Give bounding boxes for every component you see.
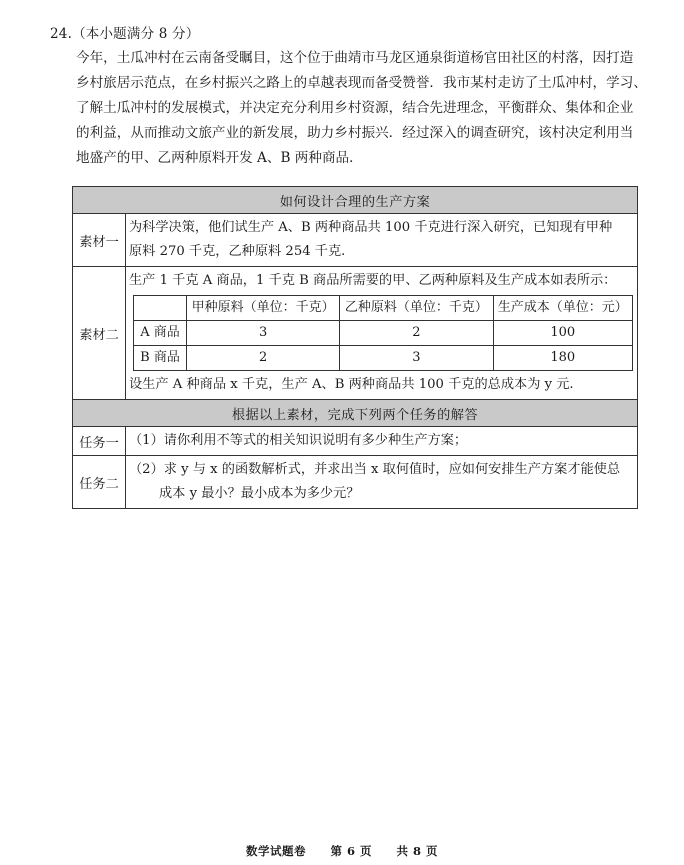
task-two-content xyxy=(126,456,638,509)
raw-material-cost-table xyxy=(133,295,633,371)
question-intro xyxy=(74,46,646,171)
table-banner-title: 如何设计合理的生产方案 xyxy=(73,187,638,214)
material-two-line: 生产 1 千克 A 商品，1 千克 B 商品所需要的甲、乙两种原料及生产成本如表所示： xyxy=(129,273,617,288)
task-one-content xyxy=(126,427,638,456)
inner-header-cell xyxy=(134,296,187,321)
material-one-content xyxy=(126,214,638,267)
intro-line: 乡村旅居示范点，在乡村振兴之路上的卓越表现而备受赞誉．我市某村走访了土瓜冲村，学习、 xyxy=(76,75,647,91)
task-two-label: 任务二 xyxy=(73,456,126,509)
inner-cell: B 商品 xyxy=(134,346,187,371)
inner-cell: 180 xyxy=(493,346,632,371)
footer-page-number: 第 6 页 xyxy=(330,844,372,858)
task-two-line: （2）求 y 与 x 的函数解析式，并求出当 x 取何值时，应如何安排生产方案才能使总 xyxy=(129,462,621,477)
task-one-text: （1）请你利用不等式的相关知识说明有多少种生产方案； xyxy=(129,433,468,448)
question-header: 24.（本小题满分 8 分） xyxy=(50,26,200,42)
material-one-line: 原料 270 千克，乙种原料 254 千克. xyxy=(129,244,346,259)
tasks-banner: 根据以上素材，完成下列两个任务的解答 xyxy=(73,400,638,427)
inner-header-cell: 生产成本（单位：元） xyxy=(493,296,632,321)
table-row xyxy=(134,346,633,371)
footer-total-pages: 共 8 页 xyxy=(396,844,439,858)
inner-header-cell: 甲种原料（单位：千克） xyxy=(187,296,340,321)
task-two-line: 成本 y 最小？最小成本为多少元？ xyxy=(159,486,360,501)
intro-line: 的利益，从而推动文旅产业的新发展，助力乡村振兴．经过深入的调查研究，该村决定利用当 xyxy=(76,125,634,141)
inner-header-cell: 乙种原料（单位：千克） xyxy=(340,296,493,321)
inner-header-row xyxy=(134,296,633,321)
material-two-line: 设生产 A 种商品 x 千克，生产 A、B 两种商品共 100 千克的总成本为 y 元. xyxy=(129,377,574,392)
inner-cell: 2 xyxy=(187,346,340,371)
material-two-label: 素材二 xyxy=(73,267,126,400)
inner-cell: 3 xyxy=(187,321,340,346)
material-one-label: 素材一 xyxy=(73,214,126,267)
inner-cell: 2 xyxy=(340,321,493,346)
intro-line: 今年，土瓜冲村在云南备受瞩目，这个位于曲靖市马龙区通泉街道杨官田社区的村落，因打造 xyxy=(76,50,634,66)
inner-cell: 3 xyxy=(340,346,493,371)
material-one-line: 为科学决策，他们试生产 A、B 两种商品共 100 千克进行深入研究，已知现有甲种 xyxy=(129,220,613,235)
production-plan-table xyxy=(72,186,638,509)
intro-line: 地盛产的甲、乙两种原料开发 A、B 两种商品． xyxy=(76,150,363,166)
material-two-content xyxy=(126,267,638,400)
inner-cell: 100 xyxy=(493,321,632,346)
task-one-label: 任务一 xyxy=(73,427,126,456)
page-footer xyxy=(0,843,684,859)
inner-cell: A 商品 xyxy=(134,321,187,346)
footer-subject: 数学试题卷 xyxy=(245,844,306,858)
intro-line: 了解土瓜冲村的发展模式，并决定充分利用乡村资源，结合先进理念，平衡群众、集体和企业 xyxy=(76,100,634,116)
table-row xyxy=(134,321,633,346)
